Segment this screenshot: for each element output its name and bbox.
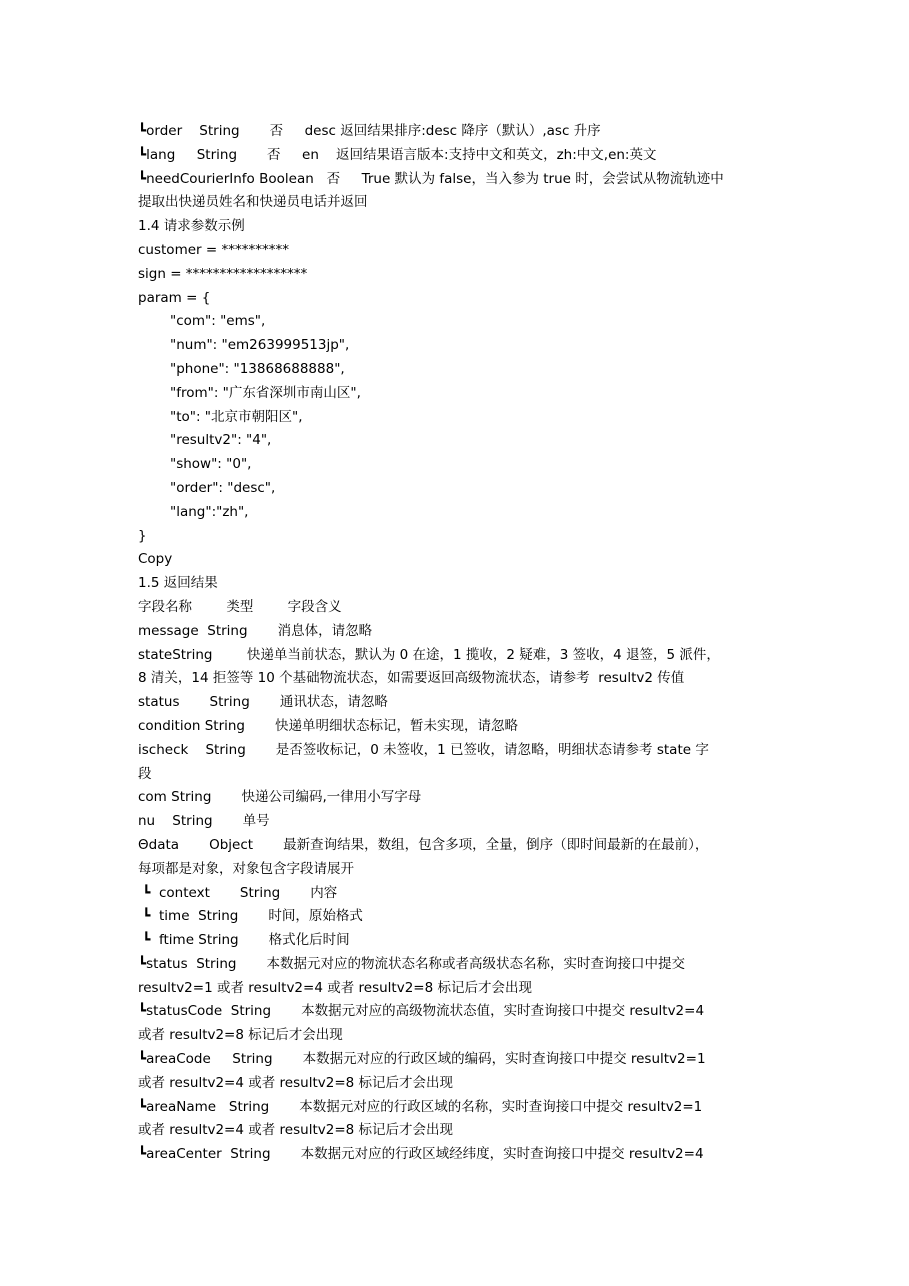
code-line: "to": "北京市朝阳区", (170, 408, 303, 425)
document-body (138, 120, 788, 1167)
field-row: status String 通讯状态，请忽略 (138, 694, 388, 711)
field-row: ┗areaName String 本数据元对应的行政区域的名称，实时查询接口中提交 resultv2=1 (138, 1098, 703, 1115)
field-row: ┗areaCenter String 本数据元对应的行政区域经纬度，实时查询接口中提交 resultv2=4 (138, 1146, 704, 1163)
field-row: 8 清关，14 拒签等 10 个基础物流状态，如需要返回高级物流状态，请参考 resultv2 传值 (138, 670, 685, 687)
field-row: ischeck String 是否签收标记，0 未签收，1 已签收，请忽略，明细状态请参考 state 字 (138, 741, 709, 758)
code-line: } (138, 527, 147, 544)
field-row: 段 (138, 765, 152, 782)
field-row[interactable]: Θdata Object 最新查询结果，数组，包含多项，全量，倒序（即时间最新的在最前）， (138, 836, 709, 853)
code-line: "phone": "13868688888", (170, 360, 345, 377)
field-row: ┗ ftime String 格式化后时间 (138, 932, 350, 949)
code-line: "show": "0", (170, 456, 252, 473)
code-line: customer = ********** (138, 241, 289, 258)
field-row: condition String 快递单明细状态标记，暂未实现，请忽略 (138, 717, 519, 734)
field-row: 或者 resultv2=4 或者 resultv2=8 标记后才会出现 (138, 1122, 454, 1139)
code-line: "order": "desc", (170, 479, 276, 496)
field-row: ┗statusCode String 本数据元对应的高级物流状态值，实时查询接口中提交 resultv2=4 (138, 1003, 705, 1020)
text-line: ┗needCourierInfo Boolean 否 True 默认为 false，当入参为 true 时，会尝试从物流轨迹中 (138, 170, 724, 187)
field-table-header: 字段名称 类型 字段含义 (138, 598, 342, 615)
section-heading: 1.4 请求参数示例 (138, 218, 245, 235)
field-row: ┗ time String 时间，原始格式 (138, 908, 363, 925)
code-line: "com": "ems", (170, 313, 266, 330)
code-line: "lang":"zh", (170, 503, 249, 520)
code-line: param = { (138, 289, 211, 306)
field-row: stateString 快递单当前状态，默认为 0 在途，1 揽收，2 疑难，3 签收，4 退签，5 派件， (138, 646, 720, 663)
field-row: ┗status String 本数据元对应的物流状态名称或者高级状态名称，实时查询接口中提交 (138, 955, 686, 972)
code-line: sign = ****************** (138, 265, 308, 282)
section-heading: 1.5 返回结果 (138, 575, 218, 592)
text-line: ┗order String 否 desc 返回结果排序:desc 降序（默认）,asc 升序 (138, 123, 601, 139)
field-row: com String 快递公司编码,一律用小写字母 (138, 789, 422, 806)
text-line: ┗lang String 否 en 返回结果语言版本:支持中文和英文，zh:中文,en:英文 (138, 146, 657, 163)
text-line: 提取出快递员姓名和快递员电话并返回 (138, 194, 368, 211)
code-line: "num": "em263999513jp", (170, 337, 350, 354)
field-row: message String 消息体，请忽略 (138, 622, 373, 639)
field-row: resultv2=1 或者 resultv2=4 或者 resultv2=8 标记后才会出现 (138, 979, 532, 996)
code-line: "resultv2": "4", (170, 432, 272, 449)
field-row: nu String 单号 (138, 813, 270, 830)
field-row: 或者 resultv2=4 或者 resultv2=8 标记后才会出现 (138, 1074, 454, 1091)
field-row: 或者 resultv2=8 标记后才会出现 (138, 1027, 343, 1044)
field-row: ┗ context String 内容 (138, 884, 338, 901)
copy-link[interactable]: Copy (138, 551, 173, 568)
field-row: 每项都是对象，对象包含字段请展开 (138, 860, 354, 877)
code-line: "from": "广东省深圳市南山区", (170, 384, 361, 401)
field-row: ┗areaCode String 本数据元对应的行政区域的编码，实时查询接口中提交 resultv2=1 (138, 1051, 706, 1068)
